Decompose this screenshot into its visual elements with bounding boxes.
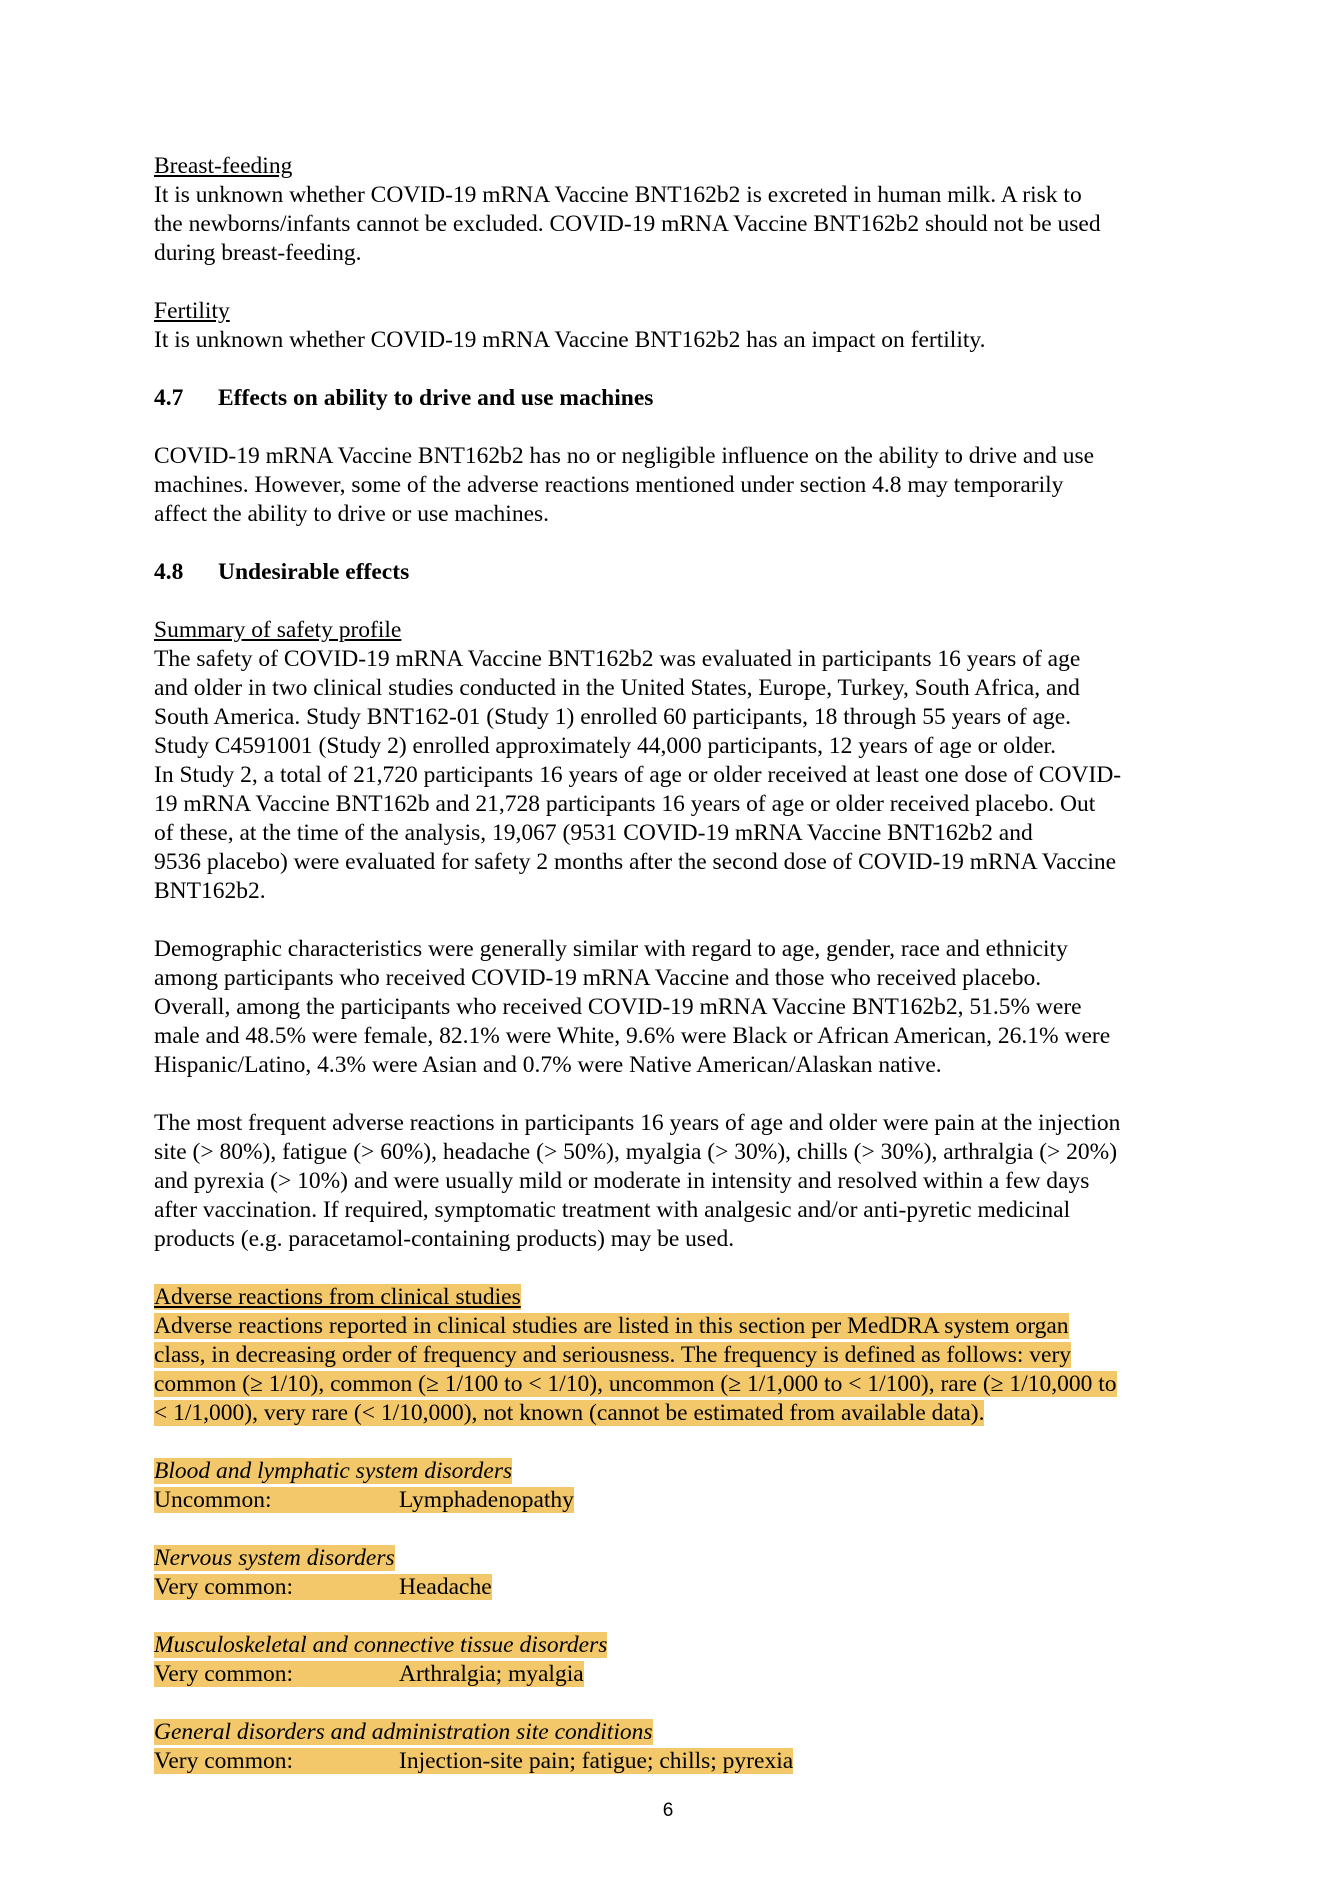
summary-line: 9536 placebo) were evaluated for safety 2 months after the second dose of COVID-19 mRNA Vaccine [154,849,1117,875]
summary-line: of these, at the time of the analysis, 19,067 (9531 COVID-19 mRNA Vaccine BNT162b2 and [154,820,1033,846]
summary-line: and older in two clinical studies conducted in the United States, Europe, Turkey, South Africa, and [154,675,1080,701]
frequent-line: products (e.g. paracetamol-containing products) may be used. [154,1226,735,1252]
document-page [154,152,1204,1776]
demographic-line: Demographic characteristics were generally similar with regard to age, gender, race and ethnicity [154,936,1068,962]
organ-class-row: Very common: Injection-site pain; fatigue; chills; pyrexia [154,1748,794,1774]
demographic-line: male and 48.5% were female, 82.1% were White, 9.6% were Black or African American, 26.1% were [154,1023,1111,1049]
adverse-line: Adverse reactions reported in clinical studies are listed in this section per MedDRA system organ [154,1313,1069,1339]
breastfeeding-heading: Breast-feeding [154,153,293,179]
page-number: 6 [662,1800,674,1821]
section-4-8-heading: 4.8 Undesirable effects [154,559,410,585]
frequent-line: after vaccination. If required, symptomatic treatment with analgesic and/or anti-pyretic medicinal [154,1197,1071,1223]
fertility-heading: Fertility [154,298,230,324]
adverse-heading: Adverse reactions from clinical studies [154,1284,521,1310]
frequent-line: site (> 80%), fatigue (> 60%), headache (> 50%), myalgia (> 30%), chills (> 30%), arthralgia (> 20%) [154,1139,1118,1165]
organ-class-name: Musculoskeletal and connective tissue disorders [154,1632,608,1658]
breastfeeding-line-3: during breast-feeding. [154,240,362,266]
frequent-line: The most frequent adverse reactions in participants 16 years of age and older were pain at the injection [154,1110,1121,1136]
organ-class-name: General disorders and administration site conditions [154,1719,653,1745]
summary-line: South America. Study BNT162-01 (Study 1) enrolled 60 participants, 18 through 55 years of age. [154,704,1071,730]
demographic-line: among participants who received COVID-19 mRNA Vaccine and those who received placebo. [154,965,1042,991]
demographic-line: Hispanic/Latino, 4.3% were Asian and 0.7% were Native American/Alaskan native. [154,1052,942,1078]
fertility-line-1: It is unknown whether COVID-19 mRNA Vaccine BNT162b2 has an impact on fertility. [154,327,986,353]
summary-line: BNT162b2. [154,878,266,904]
organ-class-name: Blood and lymphatic system disorders [154,1458,513,1484]
adverse-line: common (≥ 1/10), common (≥ 1/100 to < 1/10), uncommon (≥ 1/1,000 to < 1/100), rare (≥ 1/10,000 to [154,1371,1117,1397]
section-4-7-line-3: affect the ability to drive or use machines. [154,501,550,527]
section-4-7-line-2: machines. However, some of the adverse reactions mentioned under section 4.8 may temporarily [154,472,1064,498]
summary-line: Study C4591001 (Study 2) enrolled approximately 44,000 participants, 12 years of age or older. [154,733,1056,759]
adverse-line: class, in decreasing order of frequency and seriousness. The frequency is defined as follows: very [154,1342,1072,1368]
summary-heading: Summary of safety profile [154,617,402,643]
frequent-line: and pyrexia (> 10%) and were usually mild or moderate in intensity and resolved within a few days [154,1168,1090,1194]
summary-line: The safety of COVID-19 mRNA Vaccine BNT162b2 was evaluated in participants 16 years of age [154,646,1081,672]
summary-line: 19 mRNA Vaccine BNT162b and 21,728 participants 16 years of age or older received placebo. Out [154,791,1096,817]
breastfeeding-line-2: the newborns/infants cannot be excluded. COVID-19 mRNA Vaccine BNT162b2 should not be used [154,211,1101,237]
breastfeeding-line-1: It is unknown whether COVID-19 mRNA Vaccine BNT162b2 is excreted in human milk. A risk to [154,182,1082,208]
demographic-line: Overall, among the participants who received COVID-19 mRNA Vaccine BNT162b2, 51.5% were [154,994,1082,1020]
organ-class-row: Very common: Arthralgia; myalgia [154,1661,584,1687]
section-4-7-heading: 4.7 Effects on ability to drive and use machines [154,385,654,411]
organ-class-row: Uncommon: Lymphadenopathy [154,1487,574,1513]
organ-class-row: Very common: Headache [154,1574,492,1600]
organ-class-name: Nervous system disorders [154,1545,395,1571]
adverse-line: < 1/1,000), very rare (< 1/10,000), not known (cannot be estimated from available data). [154,1400,985,1426]
summary-line: In Study 2, a total of 21,720 participants 16 years of age or older received at least one dose of COVID- [154,762,1122,788]
section-4-7-line-1: COVID-19 mRNA Vaccine BNT162b2 has no or negligible influence on the ability to drive and use [154,443,1095,469]
